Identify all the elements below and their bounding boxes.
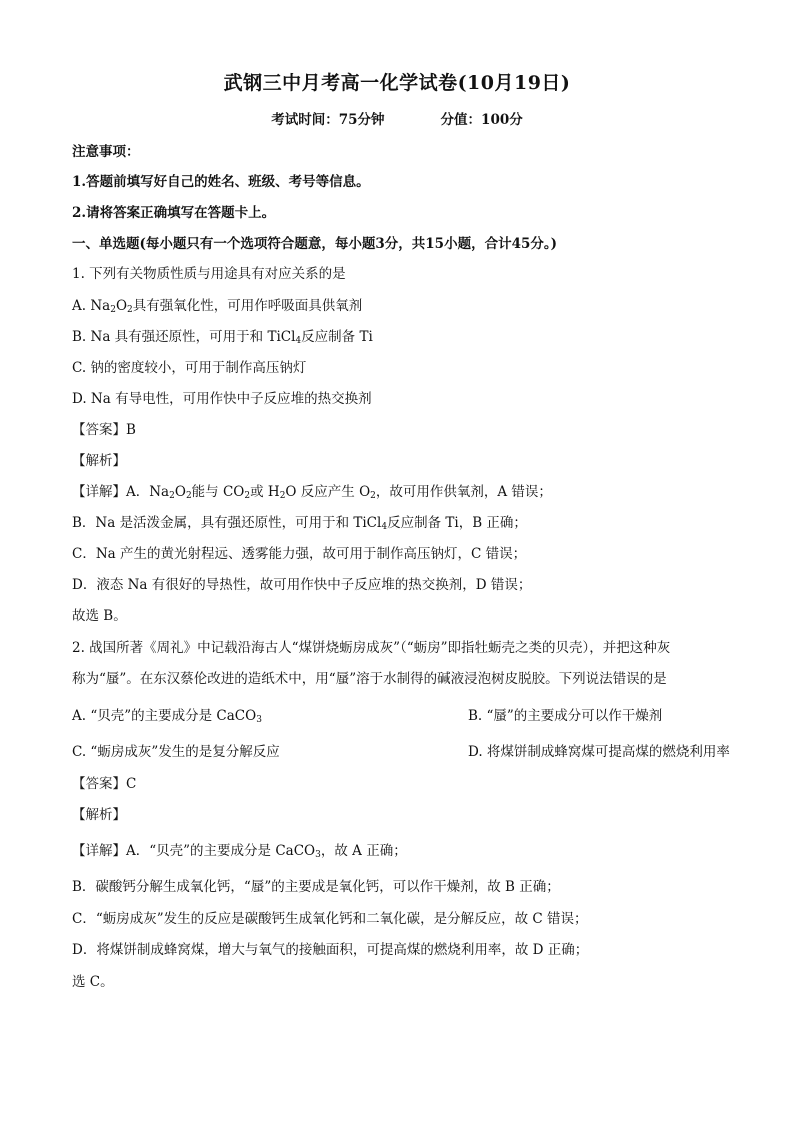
q1-explain-c: C．Na 产生的黄光射程远、透雾能力强，故可用于制作高压钠灯，C 错误； bbox=[72, 546, 527, 562]
q2-stem-line-1: 2. 战国所著《周礼》中记载沿海古人“煤饼烧蛎房成灰”（“蛎房”即指牡蛎壳之类的贝壳），并把这种灰 bbox=[72, 640, 671, 656]
q2-conclusion: 选 C。 bbox=[72, 974, 114, 990]
subscript: 2 bbox=[169, 491, 175, 501]
section-heading: 一、单选题(每小题只有一个选项符合题意，每小题3分，共15小题，合计45分。) bbox=[72, 236, 557, 252]
q2-explain-d: D．将煤饼制成蜂窝煤，增大与氧气的接触面积，可提高煤的燃烧利用率，故 D 正确； bbox=[72, 942, 589, 958]
exam-score: 分值：100分 bbox=[440, 112, 523, 128]
q1-detail-a bbox=[72, 482, 732, 502]
q1-stem: 1. 下列有关物质性质与用途具有对应关系的是 bbox=[72, 266, 346, 282]
q1-conclusion: 故选 B。 bbox=[72, 608, 127, 624]
detail-text: ，故可用作供氧剂，A 错误； bbox=[375, 484, 552, 500]
q1-option-b-part2: 反应制备 Ti bbox=[301, 329, 373, 345]
q2-explain-b: B．碳酸钙分解生成氧化钙，“蜃”的主要成是氧化钙，可以作干燥剂，故 B 正确； bbox=[72, 879, 560, 895]
detail-text: 【详解】A．“贝壳”的主要成分是 CaCO bbox=[72, 843, 316, 859]
detail-text: 【详解】A．Na bbox=[72, 484, 170, 500]
q2-stem-line-2: 称为“蜃”。在东汉蔡伦改进的造纸术中，用“蜃”溶于水制得的碱液浸泡树皮脱胶。下列说法错误的是 bbox=[72, 671, 667, 687]
q1-option-d: D. Na 有导电性，可用作快中子反应堆的热交换剂 bbox=[72, 391, 372, 407]
q1-option-a-part3: 具有强氧化性，可用作呼吸面具供氧剂 bbox=[132, 298, 363, 314]
q2-detail-a bbox=[72, 841, 732, 861]
q2-answer bbox=[72, 774, 732, 794]
exam-time: 考试时间：75分钟 bbox=[271, 112, 385, 128]
q1-option-a bbox=[72, 296, 732, 316]
q2-option-a bbox=[72, 708, 262, 724]
q1-option-a-part2: O bbox=[115, 298, 128, 314]
q1-option-a-part1: A. Na bbox=[72, 298, 111, 314]
q1-answer bbox=[72, 420, 732, 440]
q1-explain-d: D．液态 Na 有很好的导热性，故可用作快中子反应堆的热交换剂，D 错误； bbox=[72, 577, 532, 593]
subscript: 3 bbox=[315, 850, 321, 860]
exam-info bbox=[0, 108, 794, 128]
detail-text: 反应制备 Ti，B 正确； bbox=[387, 515, 527, 531]
answer-value: B bbox=[126, 422, 136, 438]
q1-option-b bbox=[72, 327, 732, 347]
option-text: A. “贝壳”的主要成分是 CaCO bbox=[72, 708, 257, 724]
detail-text: 或 H bbox=[250, 484, 280, 500]
subscript: 2 bbox=[110, 305, 116, 315]
detail-text: O 反应产生 O bbox=[285, 484, 371, 500]
q2-analysis-tag: 【解析】 bbox=[72, 807, 126, 823]
q1-analysis-tag: 【解析】 bbox=[72, 453, 126, 469]
q1-explain-b bbox=[72, 513, 732, 533]
q2-options-row-2 bbox=[72, 742, 732, 762]
exam-title: 武钢三中月考高一化学试卷(10月19日) bbox=[223, 72, 571, 94]
detail-text: ，故 A 正确； bbox=[320, 843, 407, 859]
answer-tag: 【答案】 bbox=[72, 776, 126, 792]
answer-tag: 【答案】 bbox=[72, 422, 126, 438]
detail-text: 能与 CO bbox=[191, 484, 245, 500]
subscript: 2 bbox=[370, 491, 376, 501]
notice-heading: 注意事项： bbox=[72, 144, 140, 160]
detail-text: O bbox=[174, 484, 186, 500]
subscript: 2 bbox=[185, 491, 192, 501]
q2-options-row-1 bbox=[72, 706, 732, 726]
q1-option-b-part1: B. Na 具有强还原性，可用于和 TiCl bbox=[72, 329, 296, 345]
q1-option-c: C. 钠的密度较小，可用于制作高压钠灯 bbox=[72, 360, 307, 376]
q2-explain-c: C．“蛎房成灰”发生的反应是碳酸钙生成氧化钙和二氧化碳，是分解反应，故 C 错误； bbox=[72, 911, 588, 927]
q2-option-c: C. “蛎房成灰”发生的是复分解反应 bbox=[72, 744, 280, 760]
subscript: 4 bbox=[381, 522, 388, 532]
q2-option-d: D. 将煤饼制成蜂窝煤可提高煤的燃烧利用率 bbox=[468, 744, 730, 760]
subscript: 2 bbox=[279, 491, 286, 501]
q2-option-b: B. “蜃”的主要成分可以作干燥剂 bbox=[468, 708, 663, 724]
subscript: 3 bbox=[256, 715, 262, 725]
subscript: 4 bbox=[295, 336, 302, 346]
notice-item-1: 1.答题前填写好自己的姓名、班级、考号等信息。 bbox=[72, 174, 370, 190]
subscript: 2 bbox=[127, 305, 133, 315]
subscript: 2 bbox=[244, 491, 251, 501]
answer-value: C bbox=[126, 776, 137, 792]
detail-text: B．Na 是活泼金属，具有强还原性，可用于和 TiCl bbox=[72, 515, 382, 531]
notice-item-2: 2.请将答案正确填写在答题卡上。 bbox=[72, 205, 276, 221]
